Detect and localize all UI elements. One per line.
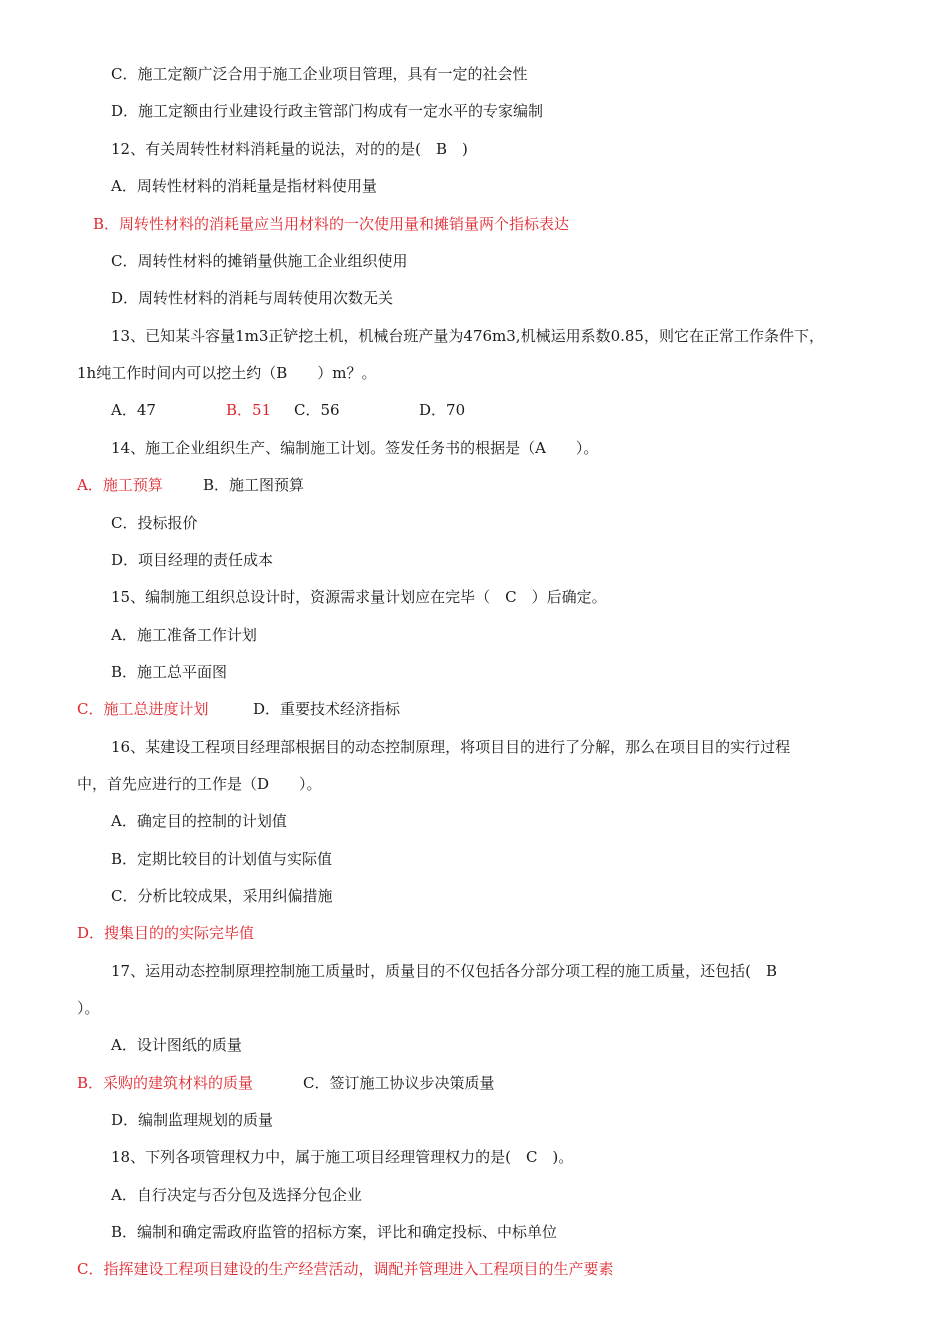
- option-a-q12: A．周转性材料的消耗量是指材料使用量: [111, 177, 377, 195]
- option-d-q17: D．编制监理规划的质量: [111, 1111, 274, 1129]
- question-16: 16、某建设工程项目经理部根据目的动态控制原理，将项目目的进行了分解，那么在项目目的实行过程: [111, 738, 791, 756]
- answer-b-q17: B．采购的建筑材料的质量: [77, 1074, 254, 1092]
- option-c-q12: C．周转性材料的摊销量供施工企业组织使用: [111, 252, 408, 270]
- options-q15-row: [77, 699, 400, 719]
- question-18: 18、下列各项管理权力中，属于施工项目经理管理权力的是( C )。: [111, 1148, 574, 1166]
- answer-c-q18: C．指挥建设工程项目建设的生产经营活动，调配并管理进入工程项目的生产要素: [77, 1260, 614, 1278]
- question-12: 12、有关周转性材料消耗量的说法，对的的是( B ): [111, 140, 468, 158]
- options-q13: [111, 400, 465, 420]
- option-c-q14: C．投标报价: [111, 514, 198, 532]
- option-d-q12: D．周转性材料的消耗与周转使用次数无关: [111, 289, 394, 307]
- answer-d-q16: D．搜集目的的实际完毕值: [77, 924, 255, 942]
- option-b-q16: B．定期比较目的计划值与实际值: [111, 850, 333, 868]
- options-q17-row: [77, 1073, 494, 1093]
- option-d-q13: D．70: [419, 401, 466, 419]
- option-a-q15: A．施工准备工作计划: [111, 626, 257, 644]
- answer-b-q12: B．周转性材料的消耗量应当用材料的一次使用量和摊销量两个指标表达: [93, 215, 570, 233]
- question-17-cont: ）。: [77, 999, 100, 1017]
- option-a-q16: A．确定目的控制的计划值: [111, 812, 287, 830]
- option-a-q13: A．47: [111, 401, 156, 419]
- question-14: 14、施工企业组织生产、编制施工计划。签发任务书的根据是（A ）。: [111, 439, 599, 457]
- option-a-q18: A．自行决定与否分包及选择分包企业: [111, 1186, 362, 1204]
- answer-c-q15: C．施工总进度计划: [77, 700, 209, 718]
- option-c-q13: C．56: [294, 401, 340, 419]
- option-c-q11: C．施工定额广泛合用于施工企业项目管理，具有一定的社会性: [111, 65, 528, 83]
- option-c-q16: C．分析比较成果，采用纠偏措施: [111, 887, 333, 905]
- option-d-q11: D．施工定额由行业建设行政主管部门构成有一定水平的专家编制: [111, 102, 544, 120]
- option-c-q17: C．签订施工协议步决策质量: [303, 1074, 495, 1092]
- question-13-cont: 1h纯工作时间内可以挖土约（B ）m？。: [77, 364, 377, 382]
- question-17: 17、运用动态控制原理控制施工质量时，质量目的不仅包括各分部分项工程的施工质量，还包括( B: [111, 962, 777, 980]
- option-d-q15: D．重要技术经济指标: [253, 700, 401, 718]
- question-16-cont: 中，首先应进行的工作是（D ）。: [77, 775, 322, 793]
- option-d-q14: D．项目经理的责任成本: [111, 551, 274, 569]
- option-b-q15: B．施工总平面图: [111, 663, 228, 681]
- answer-a-q14: A．施工预算: [77, 476, 163, 494]
- option-b-q14: B．施工图预算: [203, 476, 305, 494]
- options-q14-row: [77, 475, 304, 495]
- answer-b-q13: B．51: [226, 401, 272, 419]
- question-15: 15、编制施工组织总设计时，资源需求量计划应在完毕（ C ）后确定。: [111, 588, 607, 606]
- option-b-q18: B．编制和确定需政府监管的招标方案，评比和确定投标、中标单位: [111, 1223, 558, 1241]
- question-13: 13、已知某斗容量1m3正铲挖土机，机械台班产量为476m3,机械运用系数0.85，则它在正常工作条件下，: [111, 327, 824, 345]
- option-a-q17: A．设计图纸的质量: [111, 1036, 242, 1054]
